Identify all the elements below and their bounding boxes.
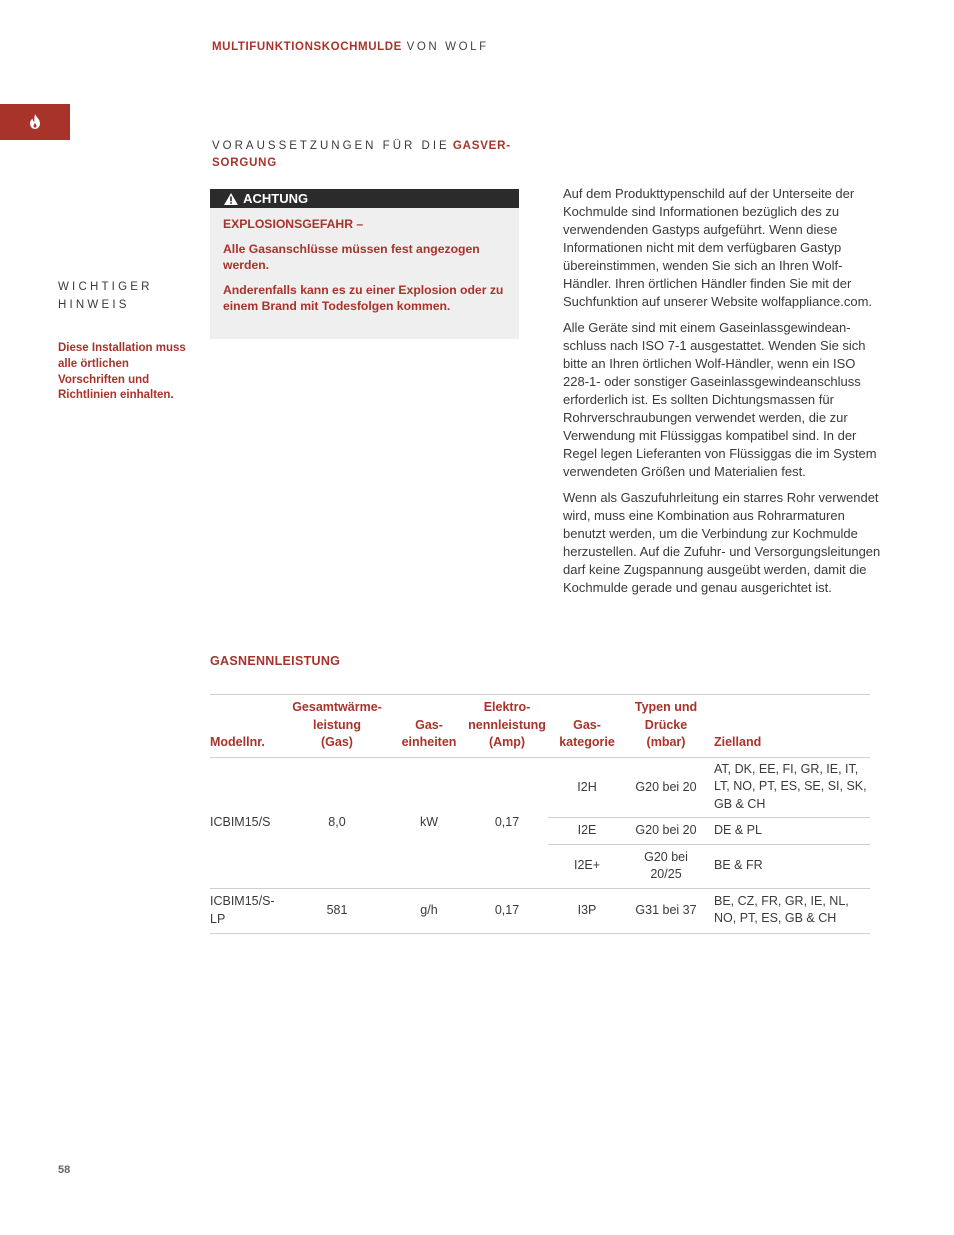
col-header-amp: Elektro- nennleistung (Amp) — [466, 695, 548, 758]
cell-unit: g/h — [392, 888, 466, 933]
cell-pressure: G20 bei 20 — [626, 757, 706, 818]
header-brand: MULTIFUNKTIONSKOCHMULDE — [212, 41, 402, 53]
col-header-country: Zielland — [706, 695, 870, 758]
body-paragraph: Auf dem Produkttypenschild auf der Unterseite der Kochmulde sind Informationen bezüglich des zu verwendenden Gastyps aufgeführt. Wenn diese Informationen nicht mit dem verfügbaren Gastyp übereinstimmen, wenden Sie sich an Ihren Wolf-Händler. Ihren örtlichen Händler finden Sie mit der Suchfunktion auf unserer Website wolfappliance.com. — [563, 186, 873, 309]
section-title-highlight: GASVER- SORGUNG — [212, 140, 511, 169]
table-header-row — [210, 695, 870, 758]
cell-pressure: G31 bei 37 — [626, 888, 706, 933]
section-title-plain: VORAUSSETZUNGEN FÜR DIE — [212, 140, 450, 152]
note-text: Diese Installation muss alle örtlichen Vorschriften und Richtlinien einhalten. — [58, 342, 186, 402]
col-header-category: Gas- kategorie — [548, 695, 626, 758]
cell-category: I2H — [548, 757, 626, 818]
warning-box — [210, 189, 519, 339]
cell-amp: 0,17 — [466, 888, 548, 933]
table-title: GASNENNLEISTUNG — [210, 654, 341, 668]
page-number: 58 — [58, 1164, 71, 1176]
cell-category: I3P — [548, 888, 626, 933]
note-title: WICHTIGER HINWEIS — [58, 281, 153, 311]
cell-heat: 8,0 — [282, 757, 392, 888]
cell-amp: 0,17 — [466, 757, 548, 888]
col-header-units: Gas- einheiten — [392, 695, 466, 758]
gas-rating-table — [210, 694, 870, 934]
table-row — [210, 757, 870, 818]
table-row — [210, 888, 870, 933]
cell-pressure: G20 bei 20/25 — [626, 844, 706, 888]
warning-line: Alle Gasanschlüsse müssen fest angezogen werden. — [223, 241, 480, 272]
header-subtitle: VON WOLF — [406, 41, 489, 53]
body-paragraph: Alle Geräte sind mit einem Gaseinlassgewindeanschluss nach ISO 7-1 ausgestattet. Wenden Sie sich bitte an Ihren örtlichen Wolf-Händler, wenn ein ISO 228-1- oder sonstiger Gaseinlassgewindeanschluss erforderlich ist. Es sollten Dichtungsmassen für Rohrverschraubungen verwendet werden, die zur Verwendung mit Flüssiggas kompatibel sind. In der Regel legen Lieferanten von Flüssiggas die im System verwendeten Größen und Materialien fest. — [563, 320, 877, 479]
cell-country: BE, CZ, FR, GR, IE, NL, NO, PT, ES, GB & CH — [706, 888, 870, 933]
warning-line: Anderenfalls kann es zu einer Explosion oder zu einem Brand mit Todesfolgen kommen. — [223, 282, 504, 313]
cell-category: I2E+ — [548, 844, 626, 888]
cell-country: AT, DK, EE, FI, GR, IE, IT, LT, NO, PT, ES, SE, SI, SK, GB & CH — [706, 757, 870, 818]
cell-model: ICBIM15/S-LP — [210, 888, 282, 933]
col-header-heat: Gesamtwärme- leistung (Gas) — [282, 695, 392, 758]
warning-label: ACHTUNG — [243, 191, 309, 206]
body-paragraph: Wenn als Gaszufuhrleitung ein starres Rohr verwendet wird, muss eine Kombination aus Rohrarmaturen benutzt werden, um die Verbindung zur Kochmulde herzustellen. Auf die Zufuhr- und Versorgungsleitungen darf keine Zugspannung ausgeübt werden, damit die Kochmulde gerade und genau ausgerichtet ist. — [563, 490, 881, 595]
cell-country: DE & PL — [706, 818, 870, 845]
page-header — [212, 41, 489, 53]
flame-icon — [29, 114, 41, 129]
warning-line: EXPLOSIONSGEFAHR – — [223, 217, 364, 231]
cell-country: BE & FR — [706, 844, 870, 888]
cell-model: ICBIM15/S — [210, 757, 282, 888]
warning-triangle-icon — [224, 193, 238, 205]
col-header-pressure: Typen und Drücke (mbar) — [626, 695, 706, 758]
cell-heat: 581 — [282, 888, 392, 933]
section-title — [212, 138, 532, 172]
body-text — [563, 185, 885, 605]
col-header-model: Modellnr. — [210, 695, 282, 758]
warning-header — [210, 189, 519, 208]
cell-category: I2E — [548, 818, 626, 845]
cell-pressure: G20 bei 20 — [626, 818, 706, 845]
warning-body — [210, 208, 519, 315]
cell-unit: kW — [392, 757, 466, 888]
section-tab — [0, 104, 70, 140]
